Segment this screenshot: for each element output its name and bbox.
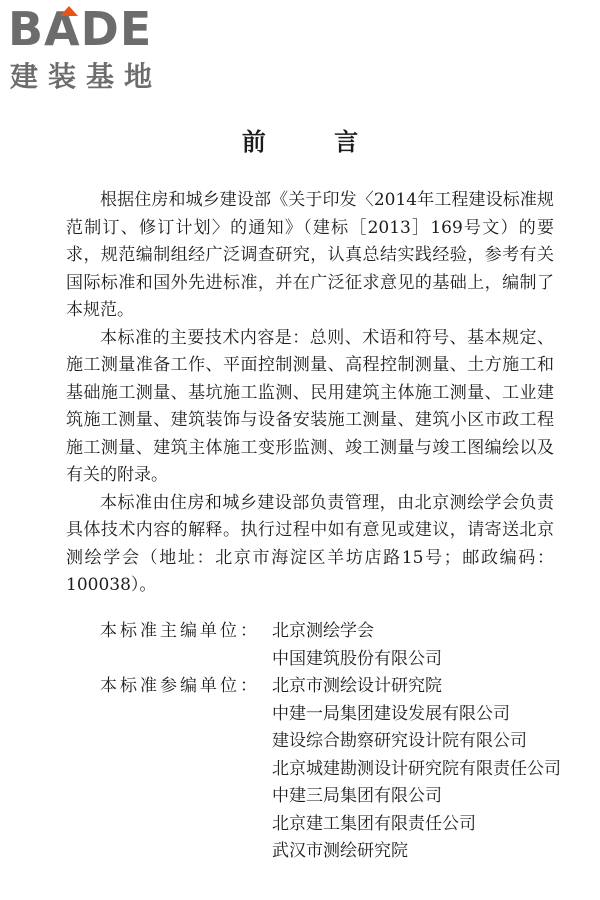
logo xyxy=(8,2,178,98)
chief-units-group xyxy=(100,618,562,673)
logo-accent-icon xyxy=(60,6,78,16)
logo-wordmark: BADE xyxy=(8,2,153,56)
list-item: 中建三局集团有限公司 xyxy=(272,786,442,806)
logo-subtitle: 建装基地 xyxy=(10,60,163,93)
participating-units-label: 本标准参编单位： xyxy=(100,676,260,696)
participating-units-group xyxy=(100,673,562,866)
list-item: 北京测绘学会 xyxy=(272,621,374,641)
list-item: 中国建筑股份有限公司 xyxy=(272,648,442,669)
list-item: 武汉市测绘研究院 xyxy=(272,841,408,861)
list-item: 北京建工集团有限责任公司 xyxy=(272,813,476,834)
list-item: 北京城建勘测设计研究院有限责任公司 xyxy=(272,758,561,779)
preface-body xyxy=(66,187,554,600)
paragraph-2: 本标准的主要技术内容是：总则、术语和符号、基本规定、施工测量准备工作、平面控制测量、高程控制测量、土方施工和基础施工测量、基坑施工监测、民用建筑主体施工测量、工业建筑施工测量、建筑装饰与设备安装施工测量、建筑小区市政工程施工测量、建筑主体施工变形监测、竣工测量与竣工图编绘以及有关的附录。 xyxy=(66,327,554,485)
chief-units-list xyxy=(272,618,562,673)
editing-units xyxy=(100,618,562,866)
list-item: 北京市测绘设计研究院 xyxy=(272,676,442,696)
page-title: 前 言 xyxy=(241,127,389,156)
chief-units-label: 本标准主编单位： xyxy=(100,621,260,641)
list-item: 建设综合勘察研究设计院有限公司 xyxy=(272,731,527,751)
paragraph-3: 本标准由住房和城乡建设部负责管理，由北京测绘学会负责具体技术内容的解释。执行过程中如有意见或建议，请寄送北京测绘学会（地址：北京市海淀区羊坊店路15号；邮政编码：100038）。 xyxy=(66,492,554,595)
paragraph-1: 根据住房和城乡建设部《关于印发〈2014年工程建设标准规范制订、修订计划〉的通知》（建标［2013］169号文）的要求，规范编制组经广泛调查研究，认真总结实践经验，参考有关国际标准和国外先进标准，并在广泛征求意见的基础上，编制了本规范。 xyxy=(66,190,554,320)
participating-units-list xyxy=(272,673,562,866)
list-item: 中建一局集团建设发展有限公司 xyxy=(272,703,510,724)
